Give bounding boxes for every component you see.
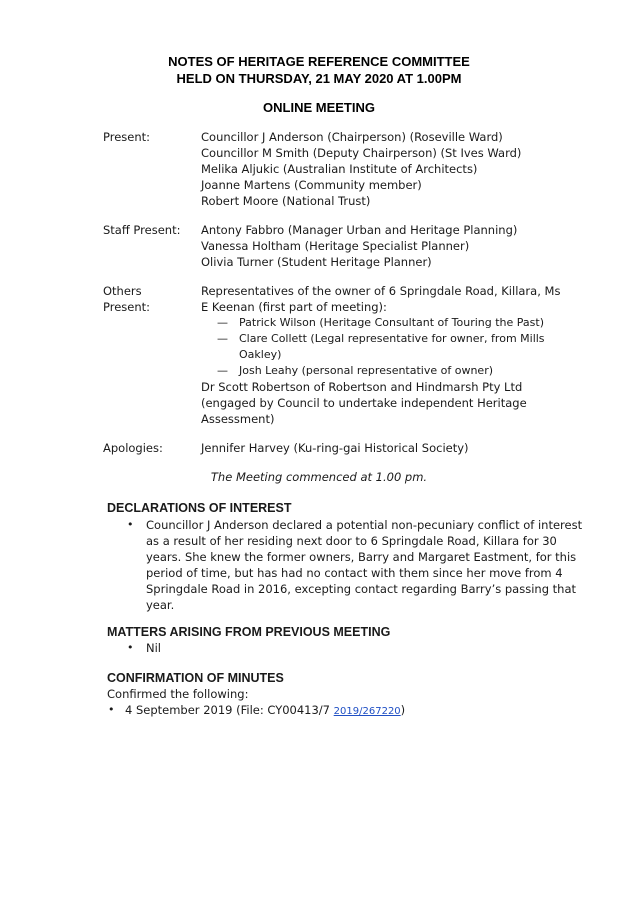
document-title-line1: NOTES OF HERITAGE REFERENCE COMMITTEE <box>168 54 470 69</box>
others-label-line1: Others <box>103 284 142 298</box>
attendee: Councillor J Anderson (Chairperson) (Roseville Ward) <box>201 130 503 144</box>
representative-item <box>201 315 561 331</box>
declaration-line: Councillor J Anderson declared a potential non-pecuniary conflict of interest <box>146 518 583 532</box>
meeting-type-heading: ONLINE MEETING <box>263 100 375 115</box>
staff-label: Staff Present: <box>103 223 181 237</box>
declaration-line: year. <box>146 598 175 612</box>
declaration-text <box>146 517 606 613</box>
matters-item: Nil <box>146 641 161 655</box>
representative-item <box>201 363 561 379</box>
declaration-line: years. She knew the former owners, Barry and Margaret Eastment, for this <box>146 550 577 564</box>
apology-name: Jennifer Harvey (Ku-ring-gai Historical Society) <box>201 441 469 455</box>
dash-marker: — <box>217 332 228 345</box>
apologies-label: Apologies: <box>103 441 163 455</box>
staff-member: Antony Fabbro (Manager Urban and Heritage Planning) <box>201 223 518 237</box>
others-list <box>201 283 561 427</box>
consultant-line: Assessment) <box>201 412 275 426</box>
document-title-line2: HELD ON THURSDAY, 21 MAY 2020 AT 1.00PM <box>176 71 462 86</box>
minutes-item <box>125 702 405 720</box>
dash-marker: — <box>217 364 228 377</box>
declaration-line: as a result of her residing next door to 6 Springdale Road, Killara for 30 <box>146 534 557 548</box>
declaration-line: period of time, but has had no contact with them since her move from 4 <box>146 566 563 580</box>
others-label <box>103 283 199 315</box>
apologies-list <box>201 440 561 456</box>
bullet-marker: • <box>127 518 134 531</box>
attendee: Robert Moore (National Trust) <box>201 194 371 208</box>
representative-item <box>201 331 561 347</box>
matters-arising-heading: MATTERS ARISING FROM PREVIOUS MEETING <box>107 625 391 639</box>
declarations-heading: DECLARATIONS OF INTEREST <box>107 501 292 515</box>
declaration-line: Springdale Road in 2016, excepting contact regarding Barry’s passing that <box>146 582 577 596</box>
confirmation-heading: CONFIRMATION OF MINUTES <box>107 671 284 685</box>
attendee: Councillor M Smith (Deputy Chairperson) (St Ives Ward) <box>201 146 522 160</box>
representative-item-continued <box>201 347 561 363</box>
representative-name: Patrick Wilson (Heritage Consultant of Touring the Past) <box>239 316 544 329</box>
minutes-item-text: 4 September 2019 (File: CY00413/7 <box>125 703 334 717</box>
confirmation-intro: Confirmed the following: <box>107 687 249 701</box>
file-reference-link[interactable]: 2019/267220 <box>333 706 401 717</box>
consultant-line: Dr Scott Robertson of Robertson and Hindmarsh Pty Ltd <box>201 380 523 394</box>
minutes-item-close: ) <box>400 703 406 717</box>
staff-list <box>201 222 561 270</box>
others-intro: E Keenan (first part of meeting): <box>201 300 387 314</box>
attendee: Melika Aljukic (Australian Institute of Architects) <box>201 162 478 176</box>
dash-marker: — <box>217 316 228 329</box>
others-label-line2: Present: <box>103 300 151 314</box>
staff-member: Vanessa Holtham (Heritage Specialist Planner) <box>201 239 470 253</box>
attendee: Joanne Martens (Community member) <box>201 178 422 192</box>
present-label: Present: <box>103 130 151 144</box>
present-list <box>201 129 561 209</box>
bullet-marker: • <box>108 703 115 716</box>
representative-name: Clare Collett (Legal representative for owner, from Mills <box>239 332 545 345</box>
meeting-commenced-note: The Meeting commenced at 1.00 pm. <box>210 470 428 484</box>
staff-member: Olivia Turner (Student Heritage Planner) <box>201 255 432 269</box>
consultant-line: (engaged by Council to undertake independent Heritage <box>201 396 527 410</box>
representative-name: Josh Leahy (personal representative of owner) <box>239 364 494 377</box>
bullet-marker: • <box>127 641 134 654</box>
others-intro: Representatives of the owner of 6 Springdale Road, Killara, Ms <box>201 284 561 298</box>
representative-name: Oakley) <box>239 348 282 361</box>
